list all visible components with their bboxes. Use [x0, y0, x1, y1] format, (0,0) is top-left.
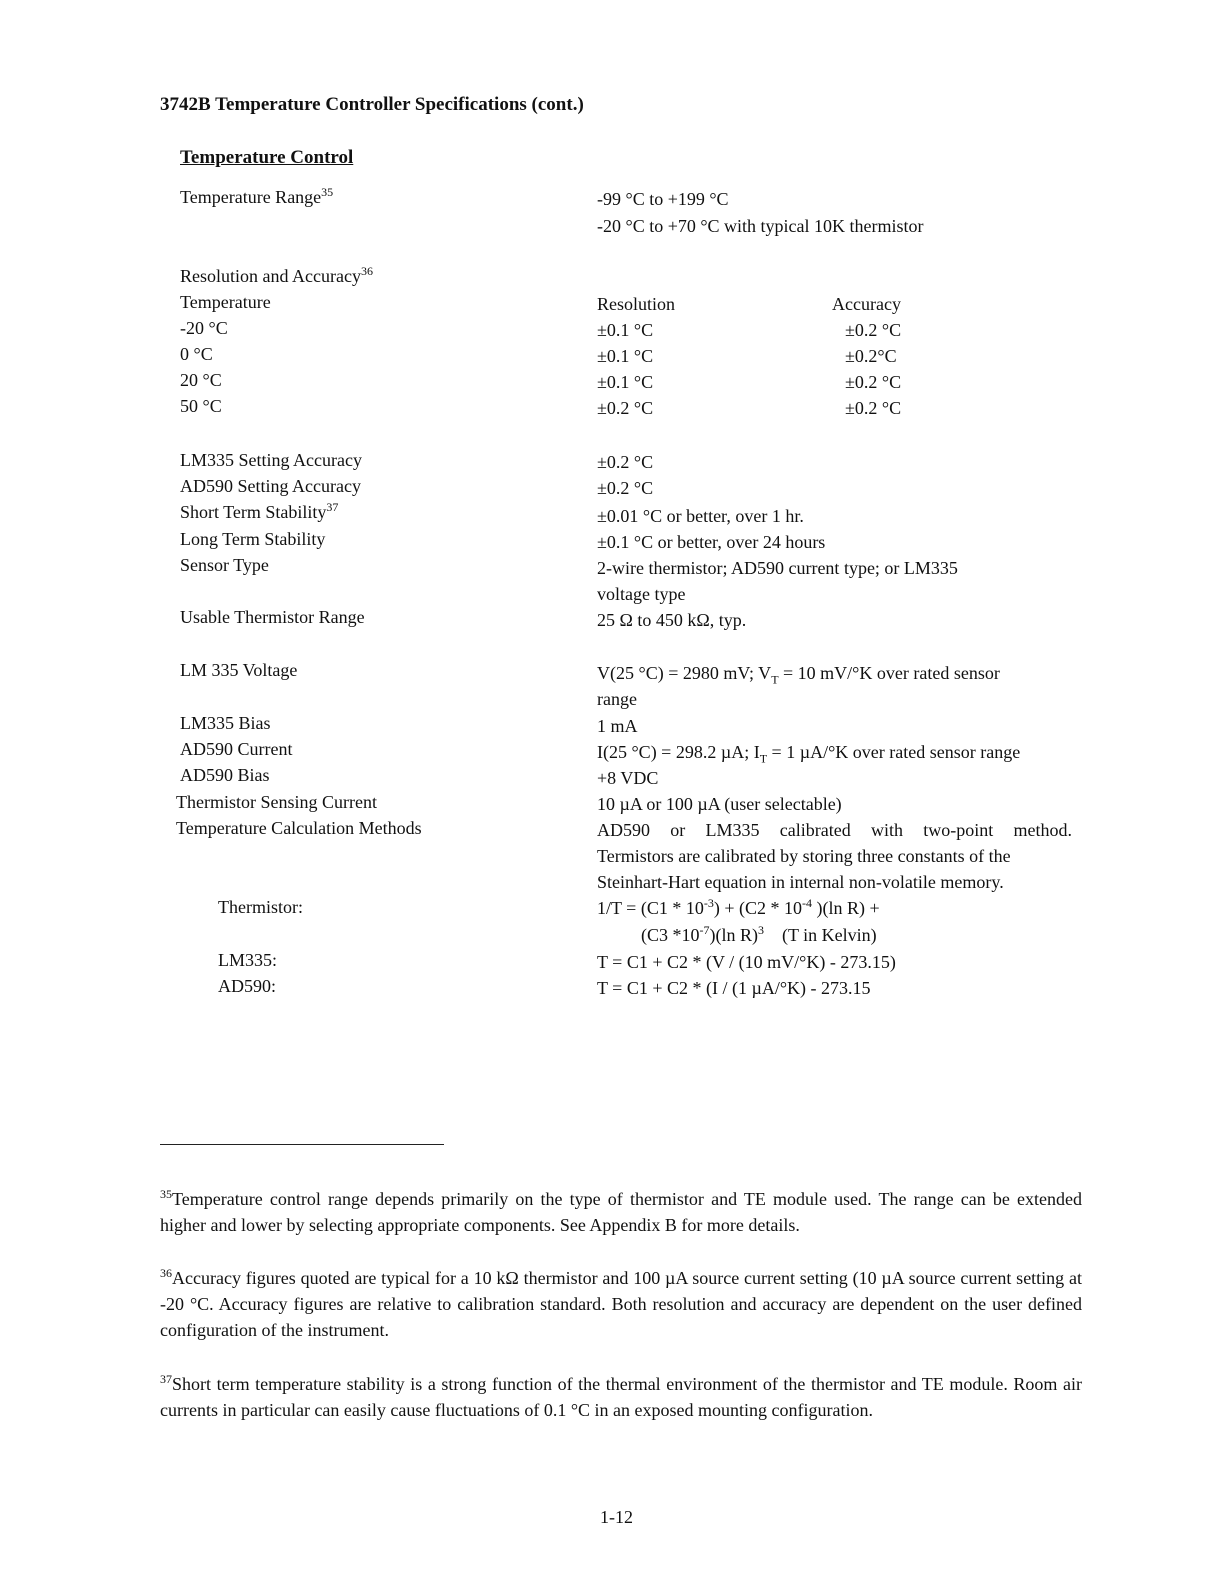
long-term-label: Long Term Stability	[180, 529, 326, 549]
ad590-eq-label: AD590:	[218, 976, 276, 996]
ad590-eq-value: T = C1 + C2 * (I / (1 µA/°K) - 273.15	[597, 978, 871, 998]
sensor-type-label: Sensor Type	[180, 555, 269, 575]
temp-range-label: Temperature Range$^{35}$	[180, 185, 334, 207]
calc-methods-value-cont: Steinhart-Hart equation in internal non-volatile memory.	[597, 872, 1004, 892]
page-number: 1-12	[600, 1507, 633, 1527]
short-term-label: Short Term Stability$^{37}$	[180, 500, 339, 522]
sensing-current-label: Thermistor Sensing Current	[176, 792, 377, 812]
res-row-temp: 0 °C	[180, 344, 213, 364]
lm335-voltage-value-cont: range	[597, 689, 637, 709]
calc-methods-value-cont: Termistors are calibrated by storing three constants of the	[597, 846, 1011, 866]
ad590-current-label: AD590 Current	[180, 739, 293, 759]
col-accuracy: Accuracy	[832, 294, 901, 314]
col-resolution: Resolution	[597, 294, 676, 314]
ad590-current-value: I(25 °C) = 298.2 µA; $I_T = 1$ µA/°K over rated sensor range	[597, 742, 1021, 766]
footnote-37: $^{37}$Short term temperature stability is a strong function of the thermal environment of the thermistor and TE module. Room air currents in particular can easily cause fluctuations of 0.1 °C in an exposed mounting configuration.	[160, 1372, 1082, 1420]
res-row-accuracy: ±0.2 °C	[845, 372, 902, 392]
long-term-value: ±0.1 °C or better, over 24 hours	[597, 532, 826, 552]
lm335-setting-value: ±0.2 °C	[597, 452, 654, 472]
ad590-bias-value: +8 VDC	[597, 768, 659, 788]
res-row-resolution: ±0.1 °C	[597, 346, 654, 366]
res-row-temp: -20 °C	[180, 318, 228, 338]
res-acc-label: Resolution and Accuracy$^{36}$	[180, 264, 373, 286]
res-row-resolution: ±0.1 °C	[597, 320, 654, 340]
ad590-bias-label: AD590 Bias	[180, 765, 270, 785]
lm335-setting-label: LM335 Setting Accuracy	[180, 450, 362, 470]
footnote-ref: 37	[326, 500, 339, 514]
ad590-setting-value: ±0.2 °C	[597, 478, 654, 498]
res-row-temp: 20 °C	[180, 370, 222, 390]
lm335-voltage-label: LM 335 Voltage	[180, 660, 298, 680]
thermistor-range-value: 25 Ω to 450 kΩ, typ.	[597, 610, 747, 630]
thermistor-eq-line1: $1/T = (C1 * 10^{-3}) + (C2 * 10^{-4}$ )(ln R) +	[597, 896, 880, 918]
thermistor-eq-label: Thermistor:	[218, 897, 303, 917]
footnote-36: $^{36}$Accuracy figures quoted are typical for a 10 kΩ thermistor and 100 µA source current setting (10 µA source current setting at -20 °C. Accuracy figures are relative to calibration standard. Both resolution and accuracy are dependent on the user defined configuration of the instrument.	[160, 1266, 1082, 1340]
thermistor-range-label: Usable Thermistor Range	[180, 607, 365, 627]
footnote-ref: 36	[360, 264, 373, 278]
res-row-resolution: ±0.2 °C	[597, 398, 654, 418]
col-temperature: Temperature	[180, 292, 271, 312]
temp-range-value-thermistor: -20 °C to +70 °C with typical 10K thermistor	[597, 216, 924, 236]
page-heading: 3742B Temperature Controller Specifications (cont.)	[160, 94, 584, 115]
res-row-accuracy: ±0.2°C	[845, 346, 897, 366]
lm335-eq-label: LM335:	[218, 950, 278, 970]
short-term-value: ±0.01 °C or better, over 1 hr.	[597, 506, 804, 526]
ad590-setting-label: AD590 Setting Accuracy	[180, 476, 361, 496]
section-title: Temperature Control	[180, 147, 354, 168]
footnote-divider	[160, 1144, 444, 1145]
lm335-bias-value: 1 mA	[597, 716, 638, 736]
calc-methods-value: AD590 or LM335 calibrated with two-point method.	[597, 820, 1072, 840]
footnote-ref: 35	[321, 185, 334, 199]
temp-range-value: -99 °C to +199 °C	[597, 189, 729, 209]
res-row-accuracy: ±0.2 °C	[845, 398, 902, 418]
lm335-voltage-value: V(25 °C) = 2980 mV; $V_T = 10$ mV/°K over rated sensor	[597, 663, 1000, 687]
res-row-resolution: ±0.1 °C	[597, 372, 654, 392]
sensor-type-value: 2-wire thermistor; AD590 current type; or LM335	[597, 558, 958, 578]
thermistor-eq-line2: (C3 $*10^{-7})(\ln$ R)$^3$ (T in Kelvin)	[641, 923, 877, 945]
sensing-current-value: 10 µA or 100 µA (user selectable)	[597, 794, 842, 814]
lm335-bias-label: LM335 Bias	[180, 713, 271, 733]
sensor-type-value-cont: voltage type	[597, 584, 686, 604]
lm335-eq-value: T = C1 + C2 * (V / (10 mV/°K) - 273.15)	[597, 952, 896, 972]
footnote-35: $^{35}$Temperature control range depends primarily on the type of thermistor and TE module used. The range can be extended higher and lower by selecting appropriate components. See Appendix B for more details.	[160, 1187, 1082, 1235]
res-row-accuracy: ±0.2 °C	[845, 320, 902, 340]
res-row-temp: 50 °C	[180, 396, 222, 416]
calc-methods-label: Temperature Calculation Methods	[176, 818, 422, 838]
